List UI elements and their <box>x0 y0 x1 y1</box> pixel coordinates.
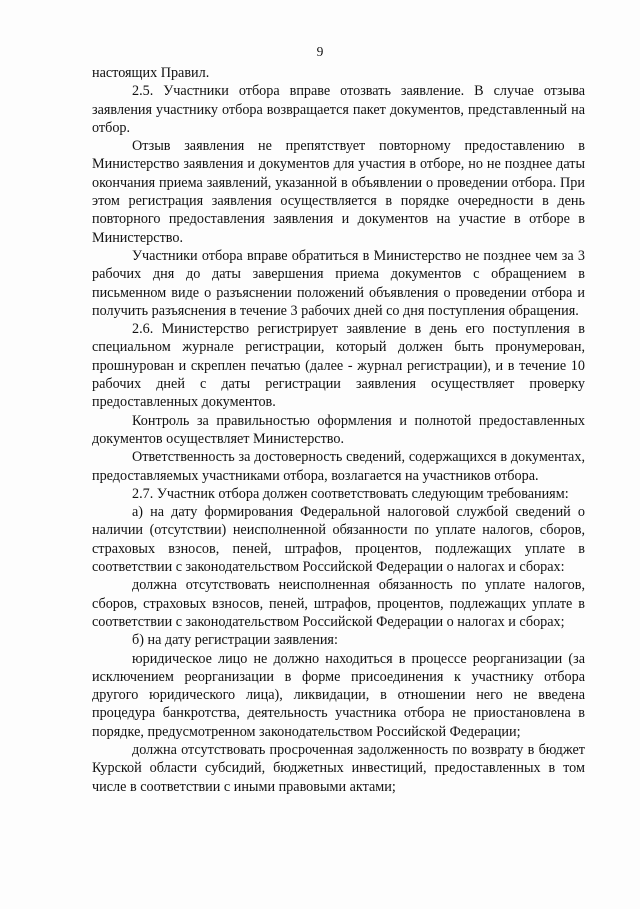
paragraph-continuation: настоящих Правил. <box>92 65 210 81</box>
paragraph-2-6: 2.6. Министерство регистрирует заявление в день его поступления в специальном журнале регистрации, который должен быть пронумерован, прошнурован и скреплен печатью (далее - журнал регистрации), и в течение 10 рабочих дней с даты регистрации заявления осуществляет проверку предоставленных документов. <box>92 321 585 411</box>
paragraph-debt: должна отсутствовать просроченная задолженность по возврату в бюджет Курской области субсидий, бюджетных инвестиций, предоставленных в том числе в соответствии с иными правовыми актами; <box>92 741 585 795</box>
paragraph-item-b: б) на дату регистрации заявления: <box>132 632 338 649</box>
paragraph-withdrawal: Отзыв заявления не препятствует повторному предоставлению в Министерство заявления и документов для участия в отборе, но не позднее даты окончания приема заявлений, указанной в объявлении о проведении отбора. При этом регистрация заявления осуществляется в порядке очередности в день повторного предоставления заявления и документов на участие в отборе в Министерство. <box>92 138 585 246</box>
document-body <box>92 64 585 796</box>
paragraph-responsibility: Ответственность за достоверность сведений, содержащихся в документах, предоставляемых участниками отбора, возлагается на участников отбора. <box>92 449 585 484</box>
paragraph-item-a: а) на дату формирования Федеральной налоговой службой сведений о наличии (отсутствии) неисполненной обязанности по уплате налогов, сборов, страховых взносов, пеней, штрафов, процентов, подлежащих уплате в соответствии с законодательством Российской Федерации о налогах и сборах: <box>92 504 585 576</box>
paragraph-2-5: 2.5. Участники отбора вправе отозвать заявление. В случае отзыва заявления участнику отбора возвращается пакет документов, представленный на отбор. <box>92 83 585 136</box>
paragraph-reorganization: юридическое лицо не должно находиться в процессе реорганизации (за исключением реорганизации в форме присоединения к участнику отбора другого юридического лица), ликвидации, в отношении него не введена процедура банкротства, деятельность участника отбора не приостановлена в порядке, предусмотренном законодательством Российской Федерации; <box>92 650 585 740</box>
paragraph-tax-obligation: должна отсутствовать неисполненная обязанность по уплате налогов, сборов, страховых взносов, пеней, штрафов, процентов, подлежащих уплате в соответствии с законодательством Российской Федерации о налогах и сборах; <box>92 577 585 630</box>
paragraph-clarification: Участники отбора вправе обратиться в Министерство не позднее чем за 3 рабочих дня до даты завершения приема документов с обращением в письменном виде о разъяснении положений объявления о проведении отбора и получить разъяснения в течение 3 рабочих дней со дня поступления обращения. <box>92 247 585 319</box>
page-number: 9 <box>316 44 324 59</box>
paragraph-2-7: 2.7. Участник отбора должен соответствовать следующим требованиям: <box>132 485 569 502</box>
paragraph-control: Контроль за правильностью оформления и полнотой предоставленных документов осуществляет Министерство. <box>92 412 585 447</box>
